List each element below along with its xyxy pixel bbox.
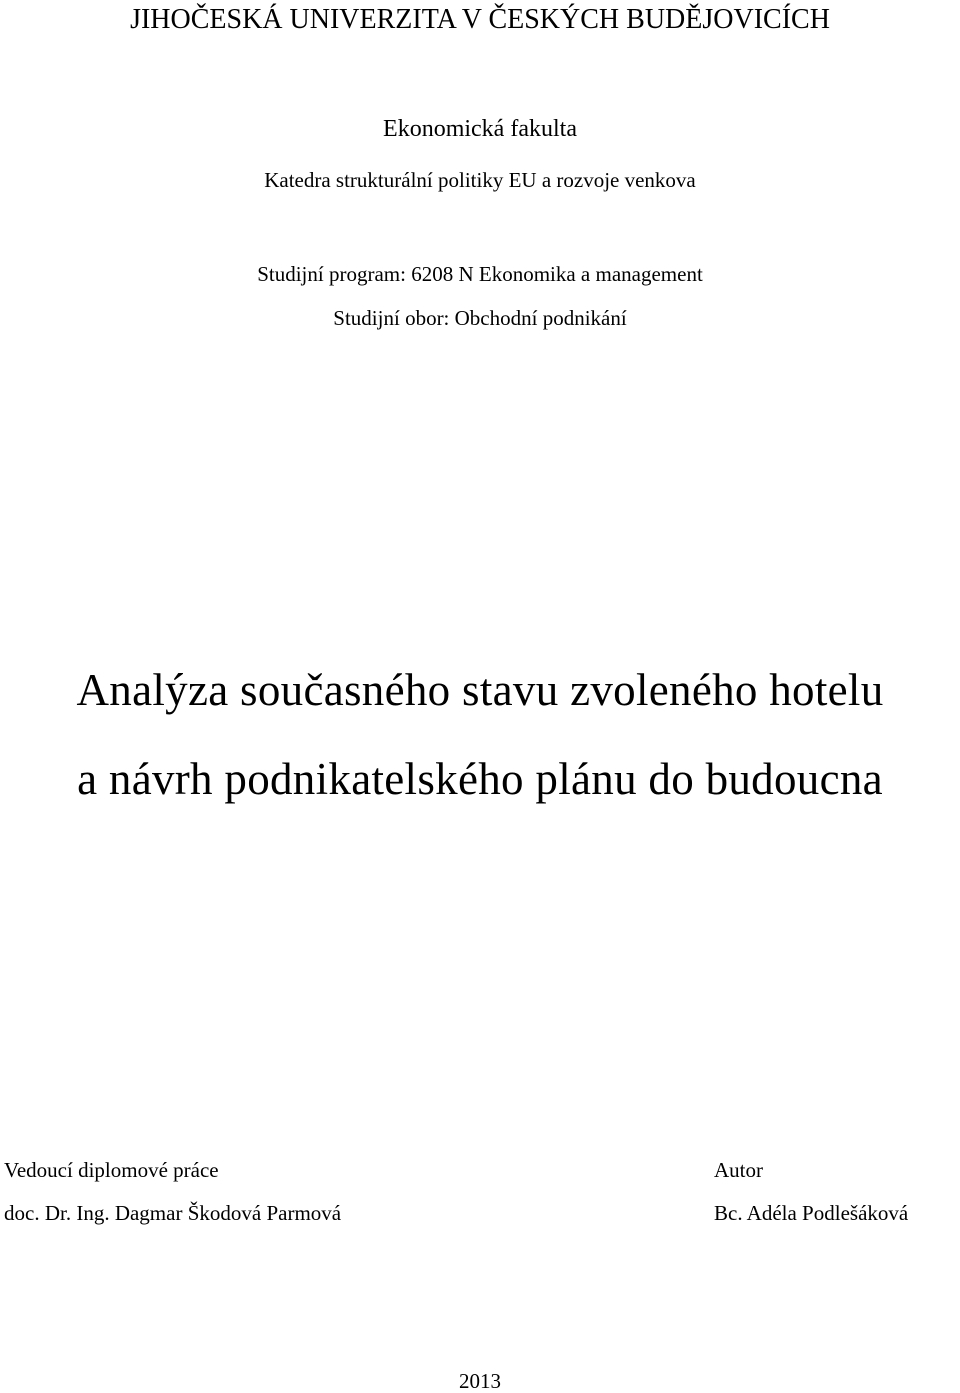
faculty-name: Ekonomická fakulta bbox=[383, 116, 577, 142]
supervisor-label: Vedoucí diplomové práce bbox=[4, 1158, 219, 1182]
thesis-title-line-2: a návrh podnikatelského plánu do budoucna bbox=[77, 754, 883, 804]
supervisor-name: doc. Dr. Ing. Dagmar Škodová Parmová bbox=[4, 1201, 342, 1225]
study-field: Studijní obor: Obchodní podnikání bbox=[333, 306, 627, 330]
study-program: Studijní program: 6208 N Ekonomika a management bbox=[257, 262, 703, 286]
university-name: JIHOČESKÁ UNIVERZITA V ČESKÝCH BUDĚJOVICÍCH bbox=[130, 4, 830, 35]
department-name: Katedra strukturální politiky EU a rozvoje venkova bbox=[264, 168, 696, 192]
author-name: Bc. Adéla Podlešáková bbox=[714, 1201, 909, 1225]
thesis-title-line-1: Analýza současného stavu zvoleného hotelu bbox=[76, 665, 884, 715]
author-label: Autor bbox=[714, 1158, 763, 1182]
submission-year: 2013 bbox=[459, 1369, 501, 1393]
